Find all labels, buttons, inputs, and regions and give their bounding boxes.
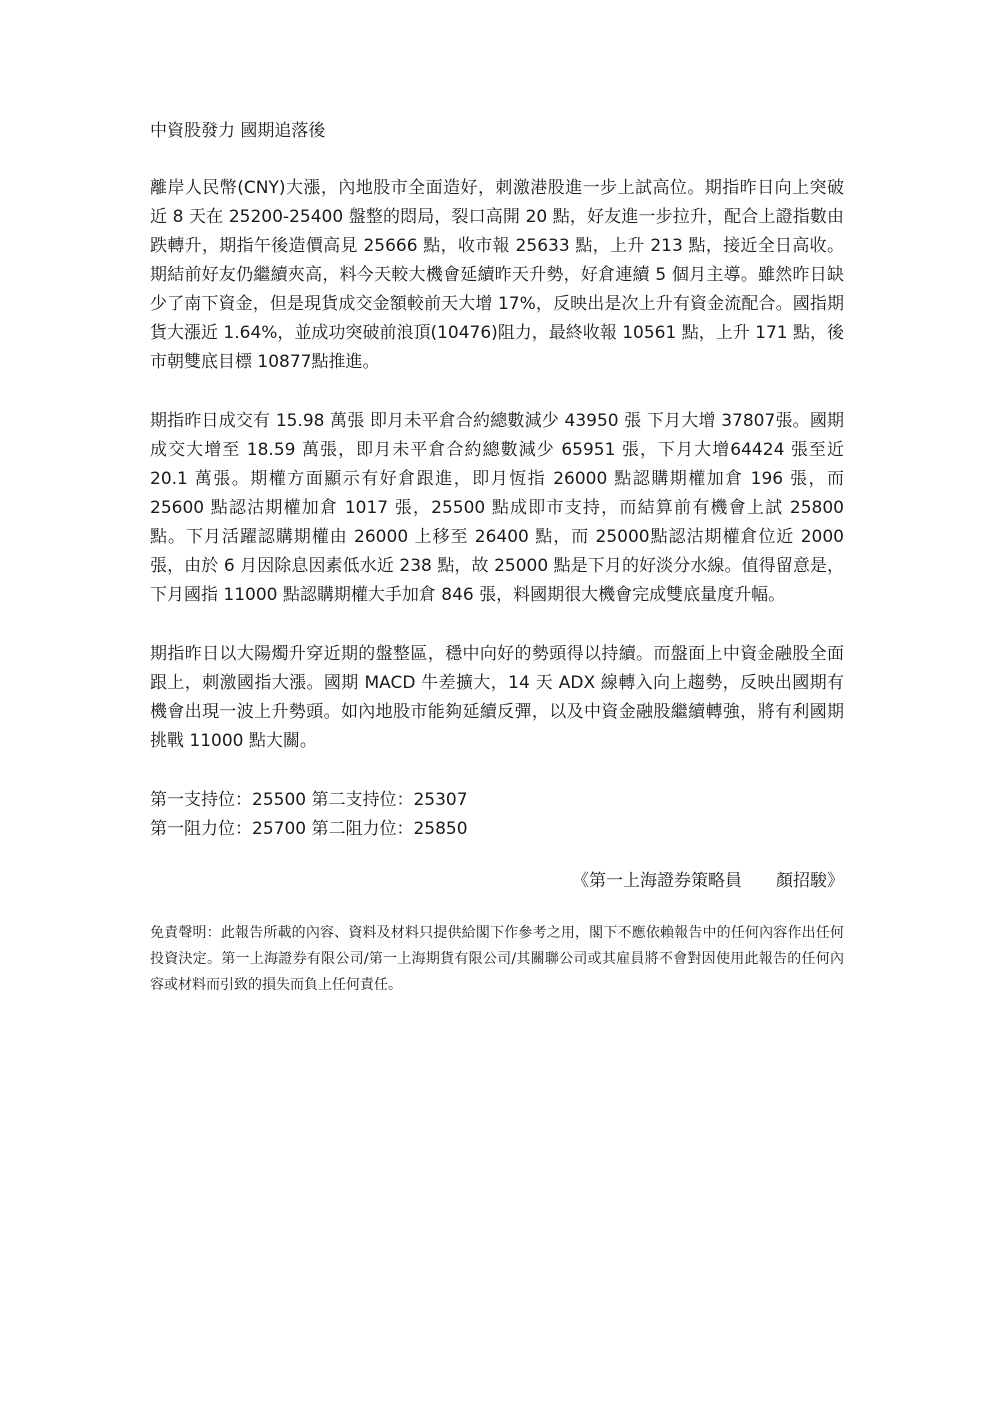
- paragraph-market-summary: 離岸人民幣(CNY)大漲，內地股市全面造好，刺激港股進一步上試高位。期指昨日向上突破近 8 天在 25200-25400 盤整的悶局，裂口高開 20 點，好友進一步拉升，配合上證指數由跌轉升，期指午後造價高見 25666 點，收市報 25633 點，上升 213 點，接近全日高收。期結前好友仍繼續夾高，料今天較大機會延續昨天升勢，好倉連續 5 個月主導。雖然昨日缺少了南下資金，但是現貨成交金額較前天大增 17%，反映出是次上升有資金流配合。國指期貨大漲近 1.64%，並成功突破前浪頂(10476)阻力，最終收報 10561 點，上升 171 點，後市朝雙底目標 10877點推進。: [150, 178, 844, 372]
- disclaimer: 免責聲明：此報告所載的內容、資料及材料只提供給閣下作參考之用，閣下不應依賴報告中的任何內容作出任何投資決定。第一上海證券有限公司/第一上海期貨有限公司/其關聯公司或其雇員將不會對因使用此報告的任何內容或材料而引致的損失而負上任何責任。: [150, 925, 844, 993]
- document-page: [150, 116, 844, 998]
- paragraph-futures-options: 期指昨日成交有 15.98 萬張 即月未平倉合約總數減少 43950 張 下月大增 37807張。國期成交大增至 18.59 萬張，即月未平倉合約總數減少 65951 張，下月大增64424 張至近 20.1 萬張。期權方面顯示有好倉跟進，即月恆指 26000 點認購期權加倉 196 張，而 25600 點認沽期權加倉 1017 張，25500 點成即市支持，而結算前有機會上試 25800 點。下月活躍認購期權由 26000 上移至 26400 點，而 25000點認沽期權倉位近 2000 張，由於 6 月因除息因素低水近 238 點，故 25000 點是下月的好淡分水線。值得留意是，下月國指 11000 點認購期權大手加倉 846 張，料國期很大機會完成雙底量度升幅。: [150, 411, 844, 605]
- article-title: 中資股發力 國期追落後: [150, 121, 326, 141]
- resistance-levels: 第一阻力位：25700 第二阻力位：25850: [150, 819, 468, 839]
- support-resistance-levels: [150, 786, 844, 844]
- author-signature: 《第一上海證券策略員 顏招駿》: [572, 871, 844, 891]
- support-levels: 第一支持位：25500 第二支持位：25307: [150, 790, 468, 810]
- paragraph-technical-outlook: 期指昨日以大陽燭升穿近期的盤整區，穩中向好的勢頭得以持續。而盤面上中資金融股全面跟上，刺激國指大漲。國期 MACD 牛差擴大，14 天 ADX 線轉入向上趨勢，反映出國期有機會出現一波上升勢頭。如內地股市能夠延續反彈，以及中資金融股繼續轉強，將有利國期挑戰 11000 點大關。: [150, 644, 844, 751]
